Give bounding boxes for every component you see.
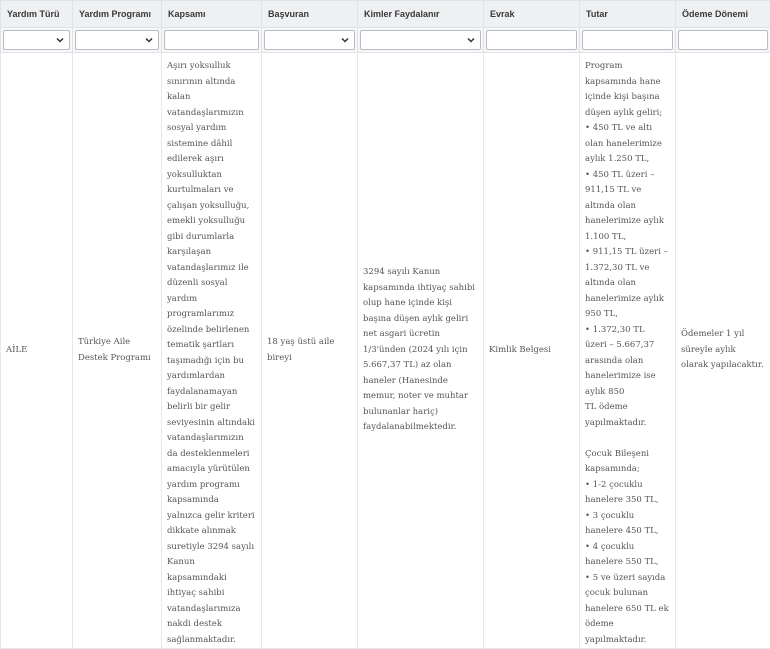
header-odeme-donemi[interactable]: Ödeme Dönemi xyxy=(676,1,770,28)
filter-evrak-input[interactable] xyxy=(486,30,577,50)
header-evrak[interactable]: Evrak xyxy=(484,1,580,28)
header-row xyxy=(1,1,770,28)
filter-odeme-donemi-input[interactable] xyxy=(678,30,768,50)
cell-yardim-turu: AİLE xyxy=(1,53,73,649)
cell-tutar: Program kapsamında hane içinde kişi başına düşen aylık geliri; • 450 TL ve altı olan hanelerimize aylık 1.250 TL, • 450 TL üzeri – 911,15 TL ve altında olan hanelerimize aylık 1.100 TL, • 911,15 TL üzeri – 1.372,30 TL ve altında olan hanelerimize aylık 950 TL, • 1.372,30 TL üzeri – 5.667,37 arasında olan hanelerimize ise aylık 850 TL ödeme yapılmaktadır. Çocuk Bileşeni kapsamında; • 1-2 çocuklu hanelere 350 TL, • 3 çocuklu hanelere 450 TL, • 4 çocuklu hanelere 550 TL, • 5 ve üzeri sayıda çocuk bulunan hanelere 650 TL ek ödeme yapılmaktadır. xyxy=(580,53,676,649)
cell-basvuran: 18 yaş üstü aile bireyi xyxy=(262,53,358,649)
filter-kimler-faydalanir-select[interactable] xyxy=(360,30,481,50)
filter-yardim-programi-select[interactable] xyxy=(75,30,159,50)
header-basvuran[interactable]: Başvuran xyxy=(262,1,358,28)
header-kimler-faydalanir[interactable]: Kimler Faydalanır xyxy=(358,1,484,28)
header-yardim-turu[interactable]: Yardım Türü xyxy=(1,1,73,28)
header-tutar[interactable]: Tutar xyxy=(580,1,676,28)
chevron-down-icon xyxy=(466,35,476,45)
chevron-down-icon xyxy=(144,35,154,45)
cell-odeme-donemi: Ödemeler 1 yıl süreyle aylık olarak yapılacaktır. xyxy=(676,53,770,649)
chevron-down-icon xyxy=(55,35,65,45)
filter-tutar-input[interactable] xyxy=(582,30,673,50)
filter-kapsami-input[interactable] xyxy=(164,30,259,50)
header-yardim-programi[interactable]: Yardım Programı xyxy=(73,1,162,28)
header-kapsami[interactable]: Kapsamı xyxy=(162,1,262,28)
chevron-down-icon xyxy=(340,35,350,45)
filter-yardim-turu-select[interactable] xyxy=(3,30,70,50)
cell-evrak: Kimlik Belgesi xyxy=(484,53,580,649)
cell-yardim-programi: Türkiye Aile Destek Programı xyxy=(73,53,162,649)
cell-kimler-faydalanir: 3294 sayılı Kanun kapsamında ihtiyaç sahibi olup hane içinde kişi başına düşen aylık geliri net asgari ücretin 1/3'ünden (2024 yılı için 5.667,37 TL) az olan haneler (Hanesinde memur, noter ve muhtar bulunanlar hariç) faydalanabilmektedir. xyxy=(358,53,484,649)
filter-basvuran-select[interactable] xyxy=(264,30,355,50)
table-row xyxy=(1,53,770,649)
filter-row xyxy=(1,28,770,53)
cell-kapsami: Aşırı yoksulluk sınırının altında kalan vatandaşlarımızın sosyal yardım sistemine dâhil edilerek aşırı yoksulluktan kurtulmaları ve çalışan yoksulluğu, emekli yoksulluğu gibi durumlarla karşılaşan vatandaşlarımız ile düzenli sosyal yardım programlarımız özelinde belirlenen tematik şartları taşımadığı için bu yardımlardan faydalanamayan belirli bir gelir seviyesinin altındaki vatandaşlarımızın da desteklenmeleri amacıyla yürütülen yardım programı kapsamında yalnızca gelir kriteri dikkate alınmak suretiyle 3294 sayılı Kanun kapsamındaki ihtiyaç sahibi vatandaşlarımıza nakdi destek sağlanmaktadır. xyxy=(162,53,262,649)
